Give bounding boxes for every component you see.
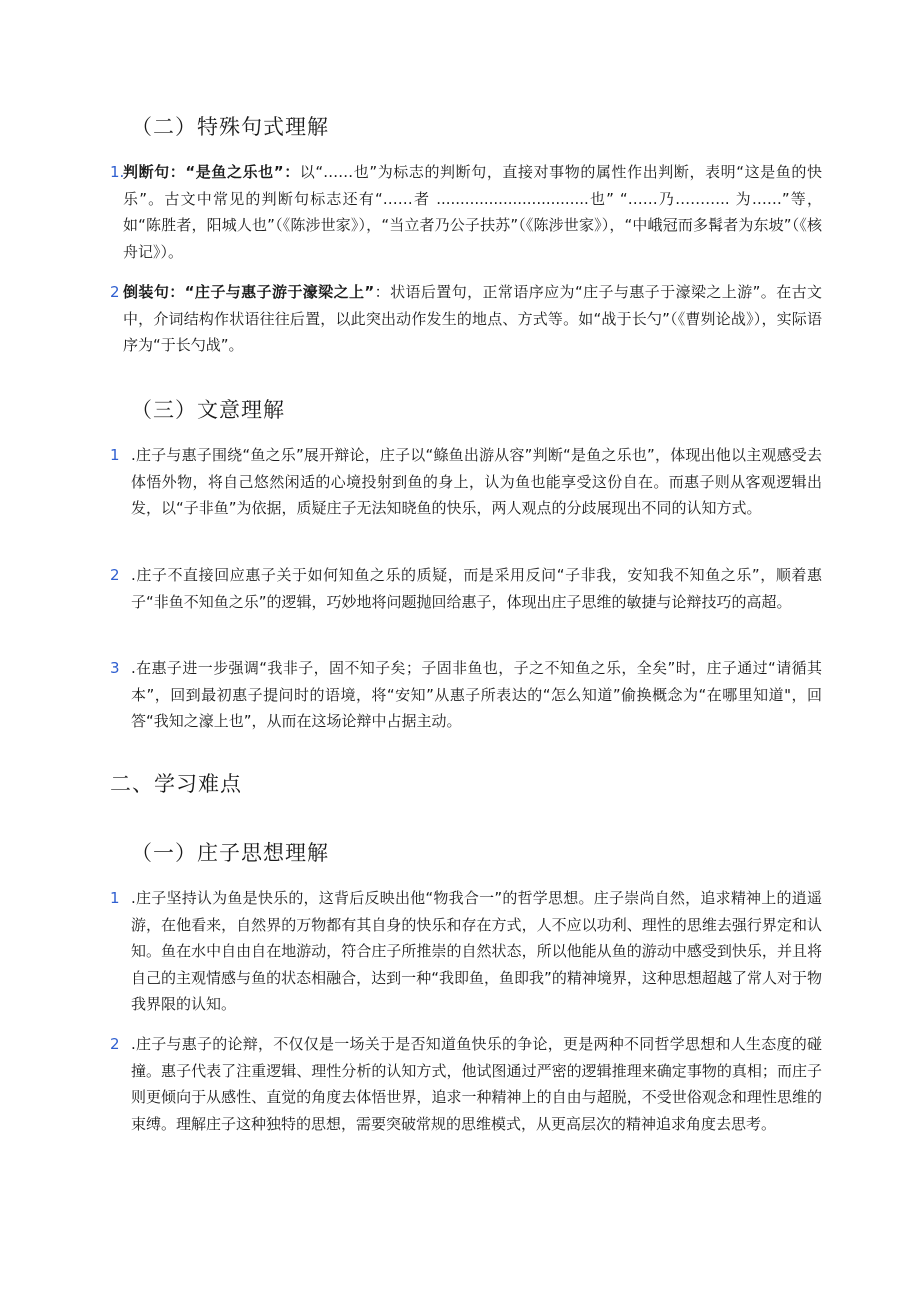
item-label: 倒装句： [123,283,185,301]
item-number: 1 [110,889,120,907]
section-title-special-sentences: （二）特殊句式理解 [131,115,329,139]
item-number: 2 [110,283,120,301]
item-body [123,159,822,265]
item-number: 1 [110,446,120,464]
item-text: 以“……也”为标志的判断句，直接对事物的属性作出判断，表明“这是鱼的快乐”。古文中常见的判断句标志还有“……者 ................................也” “……乃……….. 为……”等，如“陈胜者，阳城人也”（《陈涉世家》），“当立者乃公子扶苏”（《陈涉世家》），“中峨冠而多髯者为东坡”（《核舟记》）。 [123,163,822,261]
item-body: .庄子坚持认为鱼是快乐的，这背后反映出他“物我合一”的哲学思想。庄子崇尚自然，追求精神上的逍遥游，在他看来，自然界的万物都有其自身的快乐和存在方式，人不应以功利、理性的思维去强行界定和认知。鱼在水中自由自在地游动，符合庄子所推崇的自然状态，所以他能从鱼的游动中感受到快乐，并且将自己的主观情感与鱼的状态相融合，达到一种“我即鱼，鱼即我”的精神境界，这种思想超越了常人对于物我界限的认知。 [131,889,822,1013]
item-label: 判断句： [123,163,186,181]
meaning-item-3 [110,655,822,735]
meaning-item-2 [110,562,822,615]
item-body: .在惠子进一步强调“我非子，固不知子矣；子固非鱼也，子之不知鱼之乐，全矣”时，庄子通过“请循其本”，回到最初惠子提问时的语境，将“安知”从惠子所表达的“怎么知道”偷换概念为“在哪里知道"，回答“我知之濠上也”，从而在这场论辩中占据主动。 [131,659,822,730]
item-text: ：状语后置句，正常语序应为“庄子与惠子于濠梁之上游”。在古文中，介词结构作状语往往后置，以此突出动作发生的地点、方式等。如“战于长勺”（《曹刿论战》），实际语序为“于长勺战”。 [123,283,823,354]
item-number: 3 [110,659,120,677]
item-body: .庄子与惠子的论辩，不仅仅是一场关于是否知道鱼快乐的争论，更是两种不同哲学思想和人生态度的碰撞。惠子代表了注重逻辑、理性分析的认知方式，他试图通过严密的逻辑推理来确定事物的真相；而庄子则更倾向于从感性、直觉的角度去体悟世界，追求一种精神上的自由与超脱，不受世俗观念和理性思维的束缚。理解庄子这种独特的思想，需要突破常规的思维模式，从更高层次的精神追求角度去思考。 [131,1035,822,1133]
thought-item-2 [110,1031,822,1137]
special-sentence-item-2 [110,279,822,359]
section-title-thought: （一）庄子思想理解 [131,841,329,865]
item-quote: “是鱼之乐也”： [185,163,300,181]
item-body: .庄子与惠子围绕“鱼之乐”展开辩论，庄子以“鲦鱼出游从容”判断“是鱼之乐也”，体现出他以主观感受去体悟外物，将自己悠然闲适的心境投射到鱼的身上，认为鱼也能享受这份自在。而惠子则从客观逻辑出发，以“子非鱼”为依据，质疑庄子无法知晓鱼的快乐，两人观点的分歧展现出不同的认知方式。 [131,446,822,517]
item-quote: “庄子与惠子游于濠梁之上” [184,283,375,301]
special-sentence-item-1 [110,159,822,265]
item-body: .庄子不直接回应惠子关于如何知鱼之乐的质疑，而是采用反问“子非我，安知我不知鱼之乐”，顺着惠子“非鱼不知鱼之乐”的逻辑，巧妙地将问题抛回给惠子，体现出庄子思维的敏捷与论辩技巧的高超。 [131,566,822,611]
thought-item-1 [110,885,822,1018]
section-title-meaning: （三）文意理解 [131,398,285,422]
meaning-item-1 [110,442,822,522]
item-body [123,279,822,359]
item-number: 1. [110,163,125,181]
item-number: 2 [110,566,120,584]
section-title-difficulty: 二、学习难点 [110,772,242,796]
item-number: 2 [110,1035,120,1053]
